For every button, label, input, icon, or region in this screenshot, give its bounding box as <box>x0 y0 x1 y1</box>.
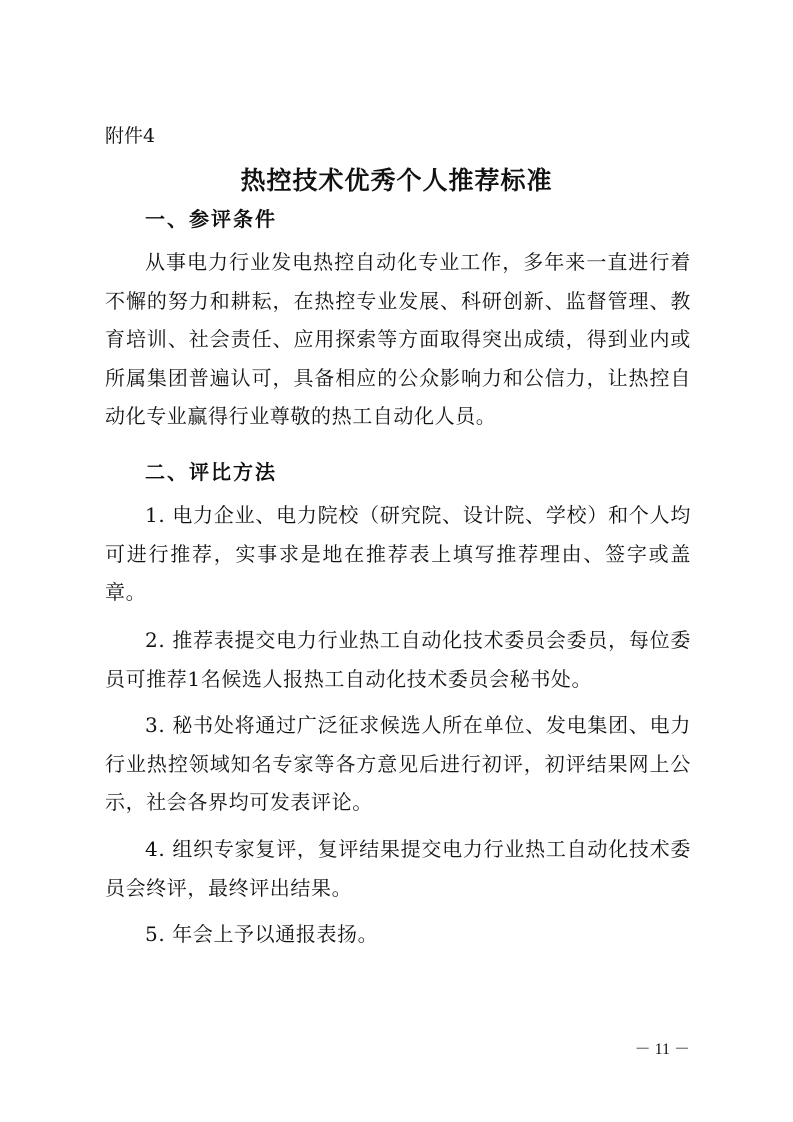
page-number: － 11 － <box>634 1041 690 1058</box>
attachment-label: 附件4 <box>105 125 156 147</box>
section-heading-method: 二、评比方法 <box>145 460 277 484</box>
paragraph-method-3: 3. 秘书处将通过广泛征求候选人所在单位、发电集团、电力行业热控领域知名专家等各方意见后进行初评，初评结果网上公示，社会各界均可发表评论。 <box>105 713 691 814</box>
document-title: 热控技术优秀个人推荐标准 <box>240 166 553 195</box>
paragraph-method-5: 5. 年会上予以通报表扬。 <box>145 922 379 946</box>
section-heading-criteria: 一、参评条件 <box>145 207 277 231</box>
paragraph-method-1: 1. 电力企业、电力院校（研究院、设计院、学校）和个人均可进行推荐，实事求是地在推荐表上填写推荐理由、签字或盖章。 <box>105 503 691 604</box>
paragraph-method-2: 2. 推荐表提交电力行业热工自动化技术委员会委员，每位委员可推荐1名候选人报热工自动化技术委员会秘书处。 <box>105 628 691 691</box>
paragraph-criteria: 从事电力行业发电热控自动化专业工作，多年来一直进行着不懈的努力和耕耘，在热控专业发展、科研创新、监督管理、教育培训、社会责任、应用探索等方面取得突出成绩，得到业内或所属集团普遍认可，具备相应的公众影响力和公信力，让热控自动化专业赢得行业尊敬的热工自动化人员。 <box>105 250 691 428</box>
paragraph-method-4: 4. 组织专家复评，复评结果提交电力行业热工自动化技术委员会终评，最终评出结果。 <box>105 837 691 900</box>
